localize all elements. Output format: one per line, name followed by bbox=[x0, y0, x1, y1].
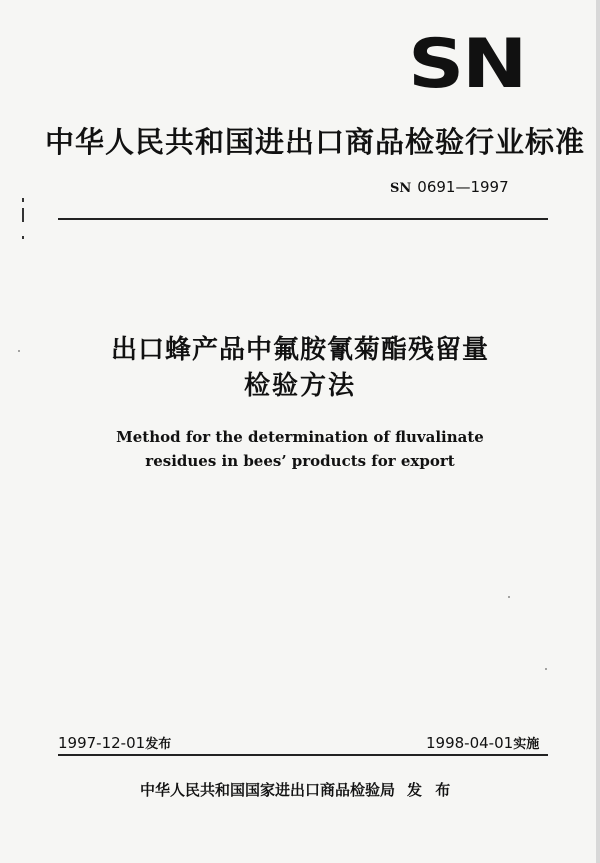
title-cn-line2: 检验方法 bbox=[243, 371, 356, 401]
standard-prefix: SN bbox=[390, 181, 412, 196]
issue-date-value: 1997-12-01 bbox=[58, 734, 146, 752]
implement-date-value: 1998-04-01 bbox=[426, 734, 514, 752]
implement-date-label: 实施 bbox=[513, 737, 540, 752]
scan-speck bbox=[508, 596, 510, 598]
bottom-divider bbox=[58, 754, 548, 756]
implement-date bbox=[426, 733, 539, 755]
title-en-line1: Method for the determination of fluvalinate bbox=[116, 428, 484, 446]
margin-mark bbox=[22, 236, 24, 239]
publisher bbox=[140, 779, 454, 801]
margin-mark bbox=[22, 208, 24, 222]
title-en-line2: residues in bees’ products for export bbox=[145, 452, 455, 470]
publisher-name: 中华人民共和国国家进出口商品检验局 bbox=[140, 781, 396, 799]
standard-number bbox=[390, 177, 509, 199]
margin-mark bbox=[22, 198, 24, 202]
sn-logo: SN bbox=[408, 25, 526, 104]
standard-code: 0691—1997 bbox=[417, 178, 509, 196]
publisher-label: 发 布 bbox=[407, 781, 455, 799]
top-divider bbox=[58, 218, 548, 220]
agency-title: 中华人民共和国进出口商品检验行业标准 bbox=[45, 125, 586, 159]
scan-speck bbox=[545, 668, 547, 670]
title-cn-line1: 出口蜂产品中氟胺氰菊酯残留量 bbox=[110, 335, 489, 365]
scan-speck bbox=[18, 350, 20, 352]
issue-date-label: 发布 bbox=[145, 737, 172, 752]
issue-date bbox=[58, 733, 171, 755]
